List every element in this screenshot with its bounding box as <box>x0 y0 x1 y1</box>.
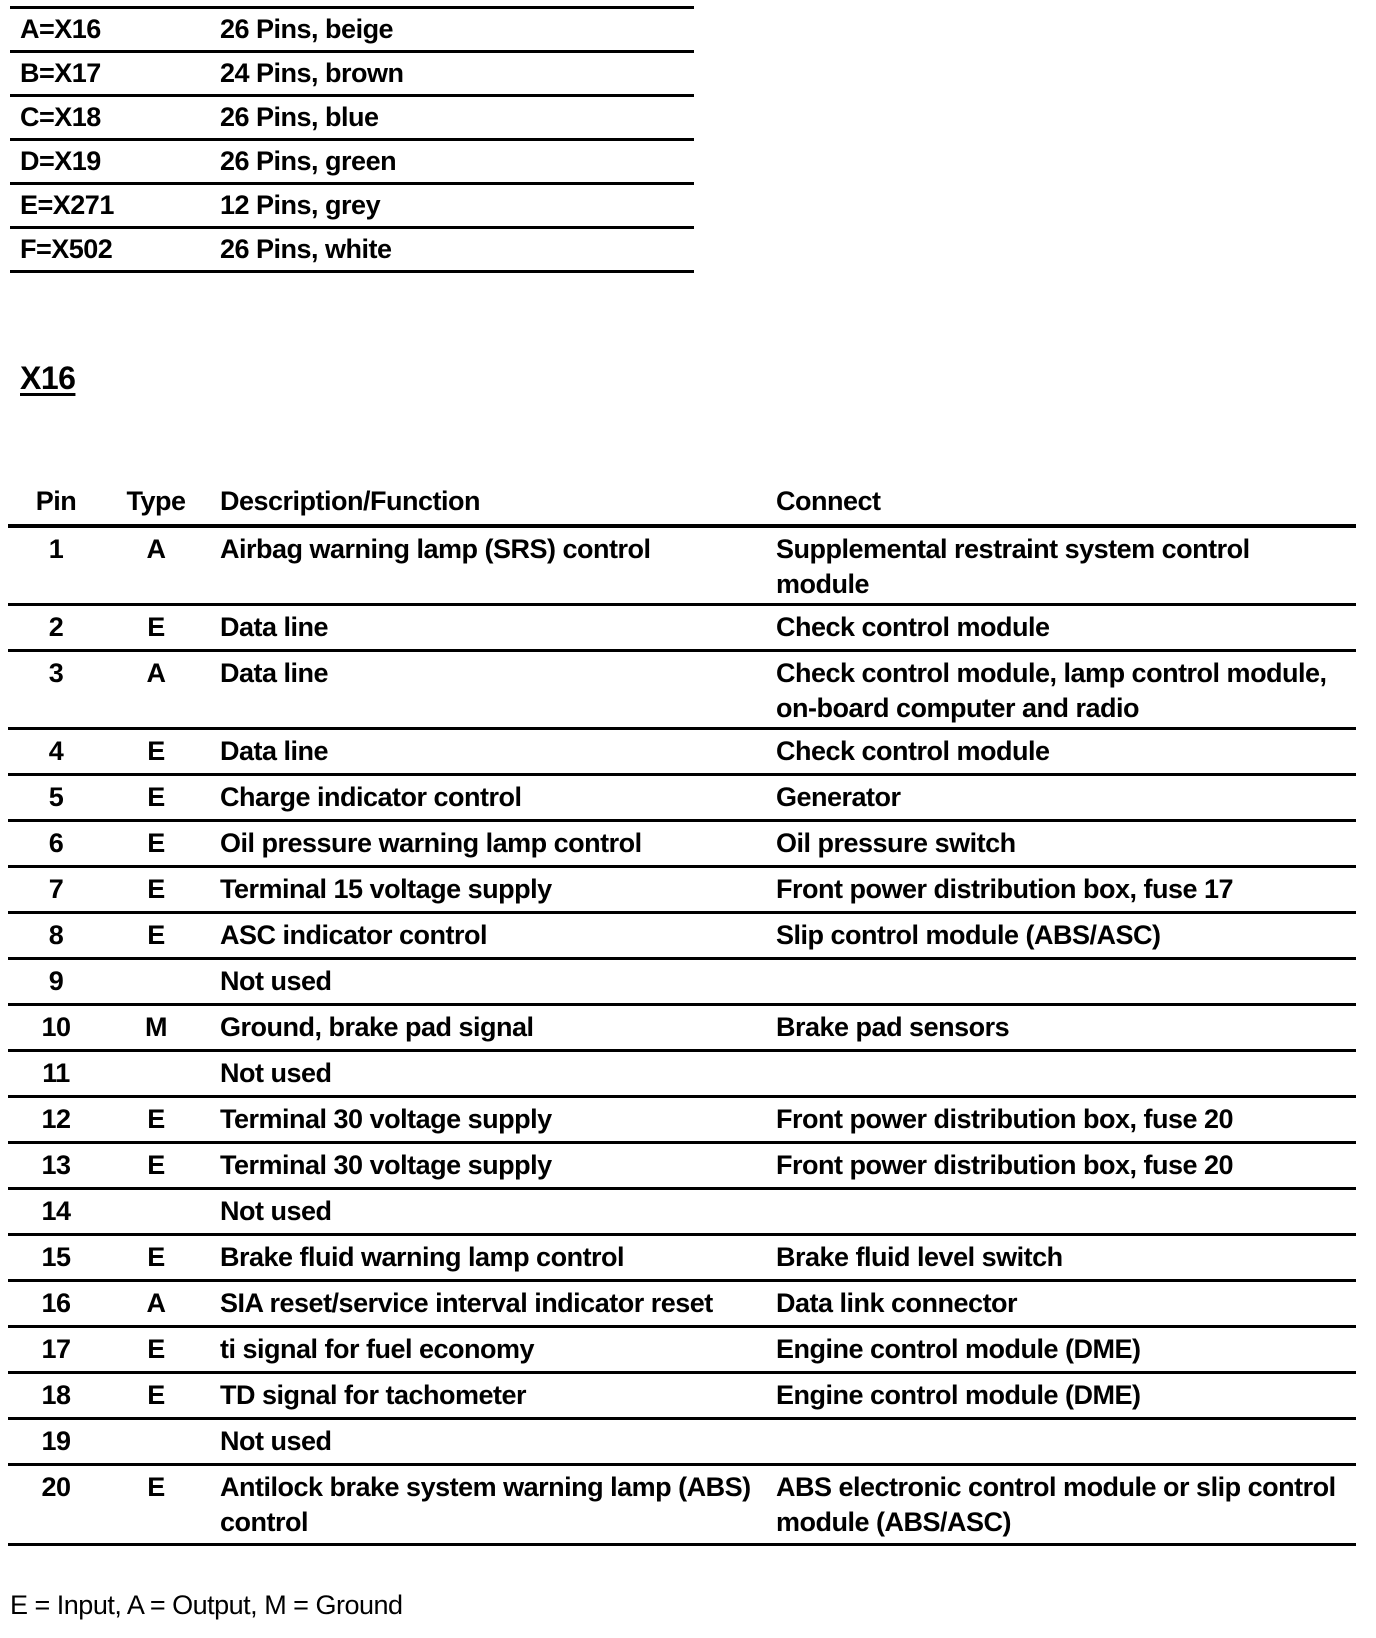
description-cell: Oil pressure warning lamp control <box>220 828 642 858</box>
connect-cell: Engine control module (DME) <box>776 1334 1141 1364</box>
legend-row <box>10 53 694 97</box>
table-row <box>8 606 1356 652</box>
pin-number-cell: 10 <box>41 1012 71 1042</box>
connect-cell: ABS electronic control module or slip control module (ABS/ASC) <box>776 1472 1336 1537</box>
pin-type-cell: E <box>147 782 165 812</box>
description-cell: Ground, brake pad signal <box>220 1012 534 1042</box>
header-type: Type <box>126 485 186 516</box>
pin-number-cell: 14 <box>41 1196 71 1226</box>
table-row <box>8 868 1356 914</box>
pin-type-cell: E <box>147 1150 165 1180</box>
table-row <box>8 730 1356 776</box>
table-row <box>8 1144 1356 1190</box>
pin-number-cell: 15 <box>41 1242 71 1272</box>
table-row <box>8 1006 1356 1052</box>
description-cell: Data line <box>220 612 329 642</box>
description-cell: Terminal 30 voltage supply <box>220 1104 552 1134</box>
legend-description: 26 Pins, green <box>220 146 397 176</box>
description-cell: Not used <box>220 1196 332 1226</box>
section-title: X16 <box>20 360 76 396</box>
description-cell: Not used <box>220 966 332 996</box>
table-row <box>8 1328 1356 1374</box>
table-row <box>8 528 1356 606</box>
table-row <box>8 1052 1356 1098</box>
description-cell: Terminal 15 voltage supply <box>220 874 552 904</box>
pin-number-cell: 9 <box>48 966 64 996</box>
pin-number-cell: 1 <box>48 534 64 564</box>
connect-cell: Brake fluid level switch <box>776 1242 1063 1272</box>
pin-type-cell: E <box>147 1334 165 1364</box>
connect-cell <box>776 1190 1356 1233</box>
table-row <box>8 1420 1356 1466</box>
connect-cell: Front power distribution box, fuse 20 <box>776 1150 1234 1180</box>
description-cell: Data line <box>220 658 329 688</box>
connector-legend-table <box>10 6 694 273</box>
pin-type-cell <box>104 1052 208 1095</box>
pin-number-cell: 19 <box>41 1426 71 1456</box>
legend-code: A=X16 <box>20 14 101 44</box>
table-row <box>8 822 1356 868</box>
description-cell: Data line <box>220 736 329 766</box>
pin-type-cell: E <box>147 828 165 858</box>
table-row <box>8 1374 1356 1420</box>
legend-description: 26 Pins, blue <box>220 102 379 132</box>
pin-number-cell: 18 <box>41 1380 71 1410</box>
pin-type-cell: E <box>147 612 165 642</box>
connect-cell: Check control module, lamp control module, on-board computer and radio <box>776 658 1327 723</box>
description-cell: Antilock brake system warning lamp (ABS) control <box>220 1472 751 1537</box>
pin-number-cell: 5 <box>48 782 64 812</box>
pin-number-cell: 2 <box>48 612 64 642</box>
description-cell: Brake fluid warning lamp control <box>220 1242 625 1272</box>
pin-type-cell: E <box>147 1242 165 1272</box>
pin-type-cell <box>104 1190 208 1233</box>
pin-type-cell: E <box>147 920 165 950</box>
legend-row <box>10 9 694 53</box>
legend-code: F=X502 <box>20 234 113 264</box>
connect-cell: Oil pressure switch <box>776 828 1016 858</box>
connect-cell: Engine control module (DME) <box>776 1380 1141 1410</box>
legend-description: 12 Pins, grey <box>220 190 381 220</box>
connect-cell <box>776 960 1356 1003</box>
description-cell: Not used <box>220 1426 332 1456</box>
pin-type-cell: A <box>146 534 166 564</box>
table-row <box>8 914 1356 960</box>
connect-cell: Generator <box>776 782 901 812</box>
table-body <box>8 528 1356 1546</box>
pin-number-cell: 13 <box>41 1150 71 1180</box>
description-cell: Charge indicator control <box>220 782 522 812</box>
pin-number-cell: 11 <box>42 1058 70 1088</box>
description-cell: ASC indicator control <box>220 920 488 950</box>
pin-number-cell: 4 <box>48 736 64 766</box>
legend-row <box>10 185 694 229</box>
pin-type-cell: A <box>146 1288 166 1318</box>
legend-description: 26 Pins, beige <box>220 14 394 44</box>
pin-number-cell: 12 <box>41 1104 71 1134</box>
pin-number-cell: 17 <box>41 1334 71 1364</box>
connect-cell: Front power distribution box, fuse 20 <box>776 1104 1234 1134</box>
pin-assignment-table <box>8 478 1356 1546</box>
connect-cell <box>776 1420 1356 1463</box>
table-row <box>8 1098 1356 1144</box>
table-row <box>8 1282 1356 1328</box>
legend-row <box>10 229 694 273</box>
description-cell: Airbag warning lamp (SRS) control <box>220 534 651 564</box>
pin-type-cell <box>104 1420 208 1463</box>
legend-description: 26 Pins, white <box>220 234 392 264</box>
pin-type-cell <box>104 960 208 1003</box>
connect-cell: Data link connector <box>776 1288 1018 1318</box>
connect-cell: Brake pad sensors <box>776 1012 1010 1042</box>
pin-type-cell: E <box>147 736 165 766</box>
pin-type-cell: E <box>147 874 165 904</box>
table-row <box>8 652 1356 730</box>
pin-number-cell: 16 <box>41 1288 71 1318</box>
connect-cell: Check control module <box>776 736 1050 766</box>
pin-number-cell: 3 <box>48 658 64 688</box>
connect-cell: Slip control module (ABS/ASC) <box>776 920 1161 950</box>
table-row <box>8 1466 1356 1546</box>
connect-cell: Check control module <box>776 612 1050 642</box>
table-row <box>8 1190 1356 1236</box>
description-cell: Not used <box>220 1058 332 1088</box>
pin-type-cell: M <box>145 1012 167 1042</box>
description-cell: ti signal for fuel economy <box>220 1334 535 1364</box>
legend-code: D=X19 <box>20 146 101 176</box>
legend-row <box>10 97 694 141</box>
header-pin: Pin <box>35 485 77 516</box>
legend-code: B=X17 <box>20 58 101 88</box>
description-cell: SIA reset/service interval indicator reset <box>220 1288 713 1318</box>
connect-cell <box>776 1052 1356 1095</box>
connect-cell: Supplemental restraint system control module <box>776 534 1250 599</box>
pin-number-cell: 6 <box>48 828 64 858</box>
legend-code: E=X271 <box>20 190 114 220</box>
pin-type-cell: E <box>147 1380 165 1410</box>
table-row <box>8 1236 1356 1282</box>
description-cell: TD signal for tachometer <box>220 1380 527 1410</box>
table-header <box>8 478 1356 528</box>
pin-number-cell: 7 <box>48 874 64 904</box>
pin-number-cell: 8 <box>48 920 64 950</box>
legend-code: C=X18 <box>20 102 101 132</box>
header-connect: Connect <box>776 485 881 516</box>
type-legend-note: E = Input, A = Output, M = Ground <box>10 1590 403 1620</box>
pin-type-cell: E <box>147 1104 165 1134</box>
description-cell: Terminal 30 voltage supply <box>220 1150 552 1180</box>
pin-type-cell: A <box>146 658 166 688</box>
legend-description: 24 Pins, brown <box>220 58 404 88</box>
pin-number-cell: 20 <box>41 1472 71 1502</box>
header-description: Description/Function <box>220 485 480 516</box>
table-row <box>8 776 1356 822</box>
pin-type-cell: E <box>147 1472 165 1502</box>
legend-row <box>10 141 694 185</box>
connect-cell: Front power distribution box, fuse 17 <box>776 874 1234 904</box>
table-row <box>8 960 1356 1006</box>
